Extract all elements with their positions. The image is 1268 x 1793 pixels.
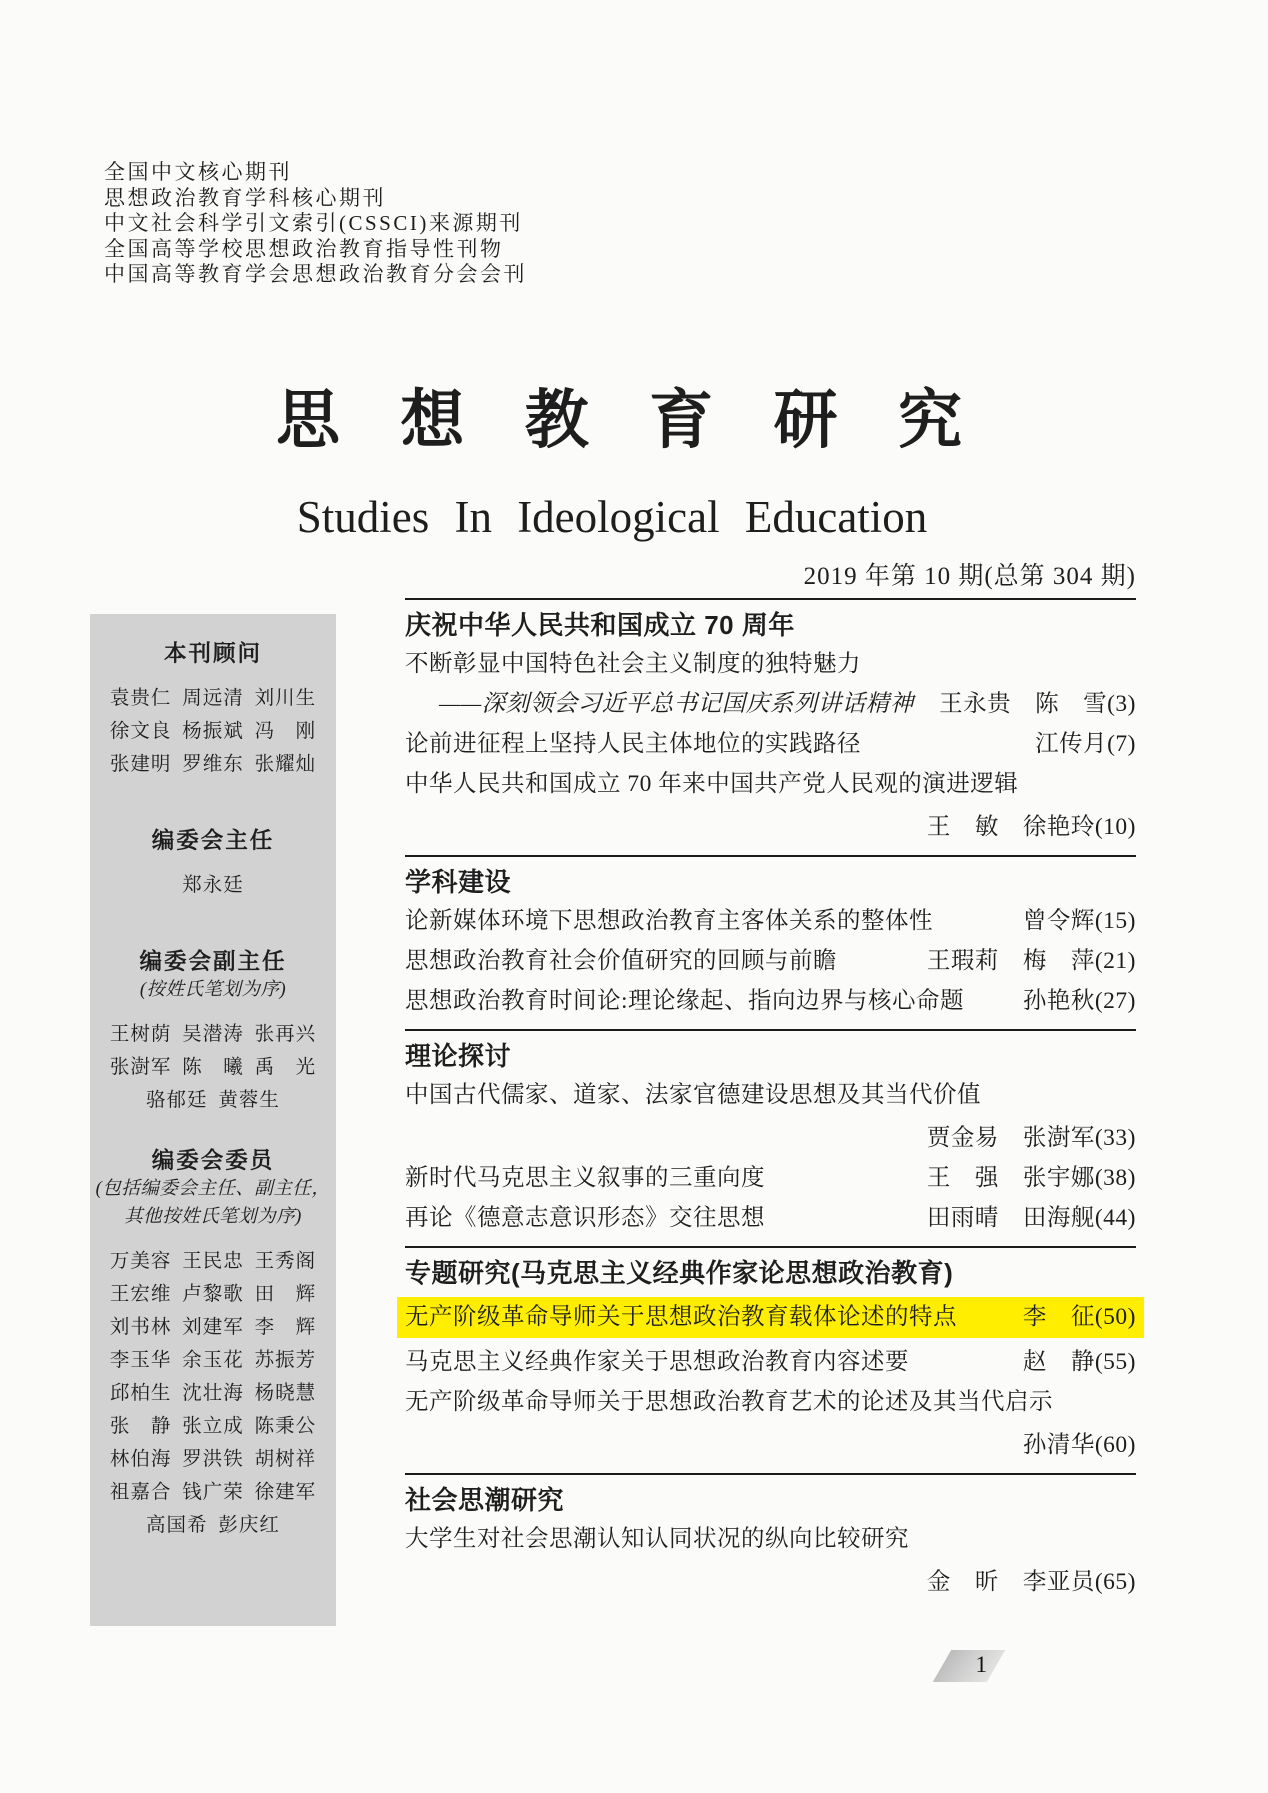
entry-title: 大学生对社会思潮认知认同状况的纵向比较研究	[405, 1526, 909, 1552]
section-rule	[405, 1473, 1136, 1475]
section-heading: 理论探讨	[405, 1041, 512, 1071]
board-group-note: (包括编委会主任、副主任，	[95, 1179, 331, 1199]
entry-authors: 曾令辉(15)	[1022, 908, 1136, 934]
issue-line: 2019 年第 10 期(总第 304 期)	[803, 563, 1136, 590]
journal-title-cn	[276, 384, 962, 456]
toc-entry	[405, 946, 1136, 977]
entry-authors: 孙艳秋(27)	[1022, 988, 1136, 1014]
entry-title: ——深刻领会习近平总书记国庆系列讲话精神	[439, 691, 914, 717]
board-group	[90, 1147, 336, 1542]
board-name-row: 高国希 彭庆红	[146, 1515, 280, 1536]
entry-title: 无产阶级革命导师关于思想政治教育载体论述的特点	[405, 1304, 957, 1330]
entry-title: 思想政治教育社会价值研究的回顾与前瞻	[405, 948, 837, 974]
credential-line: 思想政治教育学科核心期刊	[104, 185, 386, 210]
editorial-board-panel	[90, 614, 336, 1626]
board-name-row: 林伯海 罗洪铁 胡树祥	[109, 1449, 317, 1470]
board-group-heading: 编委会委员	[151, 1148, 275, 1173]
board-name-row: 袁贵仁 周远清 刘川生	[109, 688, 317, 709]
board-name-rows	[90, 869, 336, 902]
board-name-row: 李玉华 余玉花 苏振芳	[109, 1350, 317, 1371]
section-rule	[405, 1029, 1136, 1031]
board-name-row: 张澍军 陈 曦 禹 光	[109, 1057, 317, 1078]
board-group-heading: 本刊顾问	[163, 641, 262, 666]
title-char: 教	[524, 384, 589, 456]
board-name-row: 张建明 罗维东 张耀灿	[109, 754, 317, 775]
toc-section	[405, 855, 1136, 1017]
board-name-rows	[90, 682, 336, 781]
entry-title: 论新媒体环境下思想政治教育主客体关系的整体性	[405, 908, 933, 934]
section-rule	[405, 855, 1136, 857]
entry-authors: 王永贵 陈 雪(3)	[939, 691, 1136, 717]
toc-entry	[405, 649, 1136, 680]
title-char: 研	[773, 384, 838, 456]
toc-entry	[405, 769, 1136, 800]
credential-line: 全国高等学校思想政治教育指导性刊物	[104, 236, 504, 261]
toc-section	[405, 1246, 1136, 1461]
board-group-note: 其他按姓氏笔划为序)	[124, 1207, 302, 1227]
entry-title: 中国古代儒家、道家、法家官德建设思想及其当代价值	[405, 1082, 981, 1108]
entry-title: 中华人民共和国成立 70 年来中国共产党人民观的演进逻辑	[405, 771, 1019, 797]
entry-title: 再论《德意志意识形态》交往思想	[405, 1205, 765, 1231]
entry-authors-line: 贾金易 张澍军(33)	[926, 1125, 1136, 1151]
toc-section	[405, 598, 1136, 843]
title-char: 育	[649, 384, 714, 456]
toc-entry	[405, 729, 1136, 760]
entry-authors: 王瑕莉 梅 萍(21)	[926, 948, 1136, 974]
toc-entry	[405, 689, 1136, 720]
entry-authors-line: 王 敏 徐艳玲(10)	[926, 814, 1136, 840]
toc-entry	[405, 1387, 1136, 1418]
entry-authors: 李 征(50)	[1022, 1304, 1136, 1330]
toc-entry	[405, 986, 1136, 1017]
credential-line: 全国中文核心期刊	[104, 160, 292, 184]
board-name-row: 王树荫 吴潜涛 张再兴	[109, 1024, 317, 1045]
board-group-heading: 编委会副主任	[139, 949, 287, 974]
entry-authors: 江传月(7)	[1035, 731, 1136, 757]
toc-entry	[405, 1203, 1136, 1234]
section-heading: 专题研究(马克思主义经典作家论思想政治教育)	[405, 1258, 954, 1288]
page-marker-diamond	[933, 1650, 1005, 1682]
journal-credentials	[104, 160, 527, 288]
title-char: 思	[276, 384, 340, 456]
section-heading: 庆祝中华人民共和国成立 70 周年	[405, 610, 795, 640]
board-name-row: 邱柏生 沈壮海 杨晓慧	[109, 1383, 317, 1404]
board-name-row: 刘书林 刘建军 李 辉	[109, 1317, 317, 1338]
section-rule	[405, 598, 1136, 600]
page-number: 1	[975, 1652, 987, 1677]
board-name-row: 张 静 张立成 陈秉公	[109, 1416, 317, 1437]
board-name-row: 骆郁廷 黄蓉生	[146, 1090, 280, 1111]
entry-authors-line: 孙清华(60)	[1022, 1432, 1136, 1458]
journal-title-en: Studies In Ideological Education	[296, 492, 928, 542]
board-group	[90, 948, 336, 1117]
board-name-row: 王宏维 卢黎歌 田 辉	[109, 1284, 317, 1305]
entry-title: 新时代马克思主义叙事的三重向度	[405, 1165, 765, 1191]
board-name-rows	[90, 1245, 336, 1542]
board-name-rows	[90, 1018, 336, 1117]
entry-authors: 赵 静(55)	[1022, 1349, 1136, 1375]
board-group	[90, 640, 336, 781]
toc-entry	[405, 1163, 1136, 1194]
page-number-marker	[936, 1650, 1002, 1682]
entry-title: 思想政治教育时间论:理论缘起、指向边界与核心命题	[405, 988, 965, 1014]
toc-entry	[405, 1524, 1136, 1555]
section-heading: 学科建设	[405, 867, 512, 897]
toc-entry	[405, 906, 1136, 937]
title-char: 究	[897, 384, 962, 456]
credential-line: 中国高等教育学会思想政治教育分会会刊	[104, 262, 527, 286]
credential-line: 中文社会科学引文索引(CSSCI)来源期刊	[104, 211, 523, 235]
section-rule	[405, 1246, 1136, 1248]
section-heading: 社会思潮研究	[405, 1485, 565, 1515]
board-name-row: 郑永廷	[182, 875, 244, 896]
board-name-row: 万美容 王民忠 王秀阁	[109, 1251, 317, 1272]
entry-title: 论前进征程上坚持人民主体地位的实践路径	[405, 731, 861, 757]
entry-title: 马克思主义经典作家关于思想政治教育内容述要	[405, 1349, 909, 1375]
board-group-note: (按姓氏笔划为序)	[139, 980, 287, 1000]
toc-entry	[397, 1297, 1144, 1338]
entry-authors: 田雨晴 田海舰(44)	[926, 1205, 1136, 1231]
entry-title: 无产阶级革命导师关于思想政治教育艺术的论述及其当代启示	[405, 1389, 1053, 1415]
board-name-row: 祖嘉合 钱广荣 徐建军	[109, 1482, 317, 1503]
board-group	[90, 827, 336, 902]
entry-authors: 王 强 张宇娜(38)	[926, 1165, 1136, 1191]
toc-entry	[405, 1347, 1136, 1378]
board-name-row: 徐文良 杨振斌 冯 刚	[109, 721, 317, 742]
title-char: 想	[400, 384, 465, 456]
entry-title: 不断彰显中国特色社会主义制度的独特魅力	[405, 651, 861, 677]
board-group-heading: 编委会主任	[151, 828, 275, 853]
toc-entry	[405, 1080, 1136, 1111]
table-of-contents	[405, 598, 1136, 1607]
toc-section	[405, 1029, 1136, 1234]
entry-authors-line: 金 昕 李亚员(65)	[926, 1569, 1136, 1595]
toc-section	[405, 1473, 1136, 1598]
